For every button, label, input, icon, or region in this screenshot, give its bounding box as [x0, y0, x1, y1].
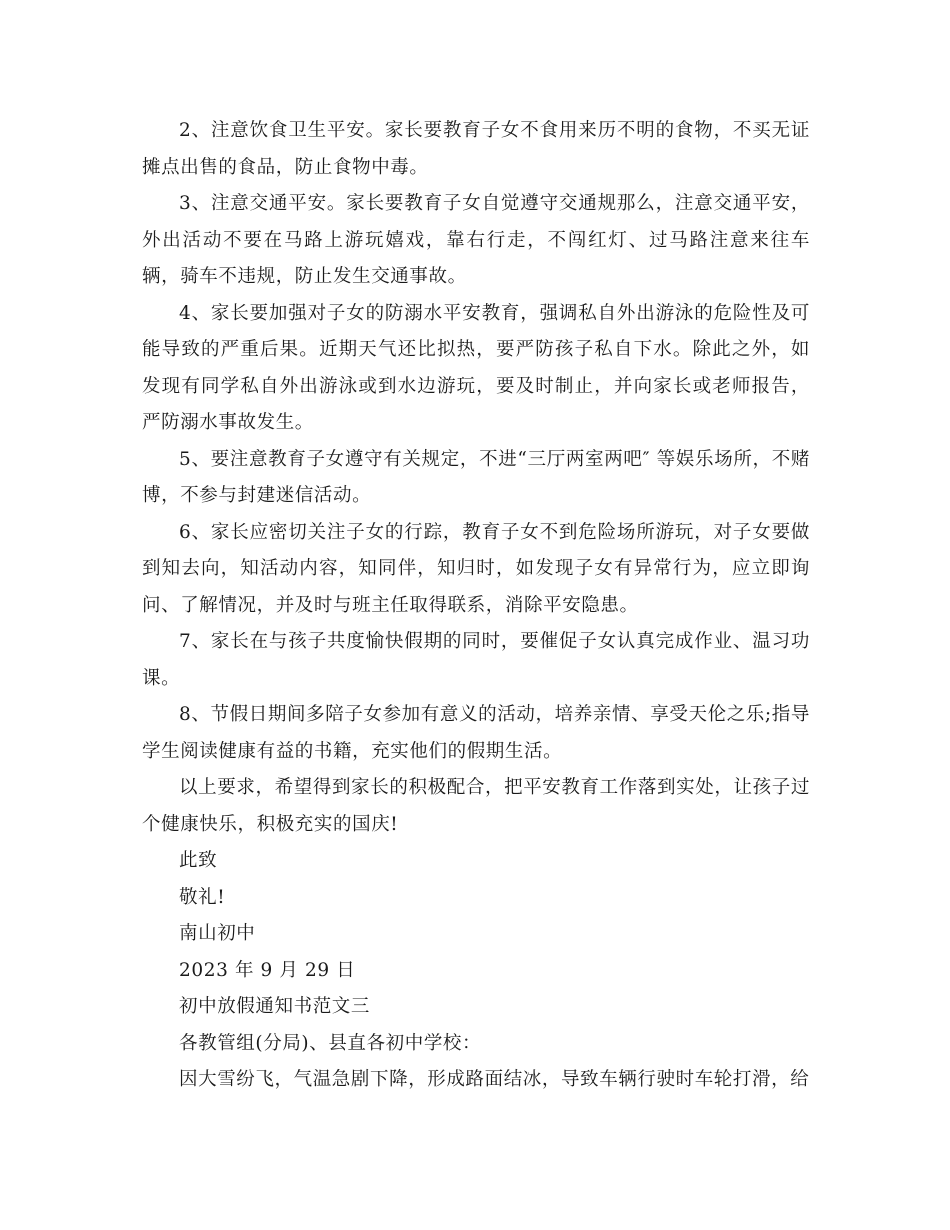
- paragraph-summary: 以上要求，希望得到家长的积极配合，把平安教育工作落到实处，让孩子过个健康快乐，积极充实的国庆!: [142, 777, 810, 835]
- paragraph-entertainment-rules: 5、要注意教育子女遵守有关规定，不进“三厅两室两吧″ 等娱乐场所，不赌博，不参与封建迷信活动。: [142, 448, 810, 506]
- document-body: [142, 113, 810, 1099]
- salute-line: 敬礼!: [179, 886, 226, 908]
- paragraph-traffic-safety: 3、注意交通平安。家长要教育子女自觉遵守交通规那么，注意交通平安，外出活动不要在马路上游玩嬉戏，靠右行走，不闯红灯、过马路注意来往车辆，骑车不违规，防止发生交通事故。: [142, 193, 810, 287]
- paragraph-activities: 8、节假日期间多陪子女参加有意义的活动，培养亲情、享受天伦之乐;指导学生阅读健康有益的书籍，充实他们的假期生活。: [142, 704, 810, 762]
- paragraph-whereabouts: 6、家长应密切关注子女的行踪，教育子女不到危险场所游玩，对子女要做到知去向，知活动内容，知同伴，知归时，如发现子女有异常行为，应立即询问、了解情况，并及时与班主任取得联系，消除平安隐患。: [142, 521, 810, 616]
- section-title: 初中放假通知书范文三: [179, 996, 371, 1017]
- addressee-line: 各教管组(分局)、县直各初中学校：: [179, 1032, 482, 1054]
- paragraph-drowning-prevention: 4、家长要加强对子女的防溺水平安教育，强调私自外出游泳的危险性及可能导致的严重后果。近期天气还比拟热，要严防孩子私自下水。除此之外，如发现有同学私自外出游泳或到水边游玩，要及时制止，并向家长或老师报告，严防溺水事故发生。: [142, 302, 810, 433]
- date-line: 2023 年 9 月 29 日: [179, 959, 356, 981]
- closing-line: 此致: [179, 850, 218, 871]
- paragraph-snow-notice: 因大雪纷飞，气温急剧下降，形成路面结冰，导致车辆行驶时车轮打滑，给: [179, 1069, 810, 1090]
- paragraph-homework: 7、家长在与孩子共度愉快假期的同时，要催促子女认真完成作业、温习功课。: [142, 631, 810, 689]
- signature: 南山初中: [179, 923, 256, 944]
- paragraph-food-safety: 2、注意饮食卫生平安。家长要教育子女不食用来历不明的食物，不买无证摊点出售的食品，防止食物中毒。: [142, 120, 810, 178]
